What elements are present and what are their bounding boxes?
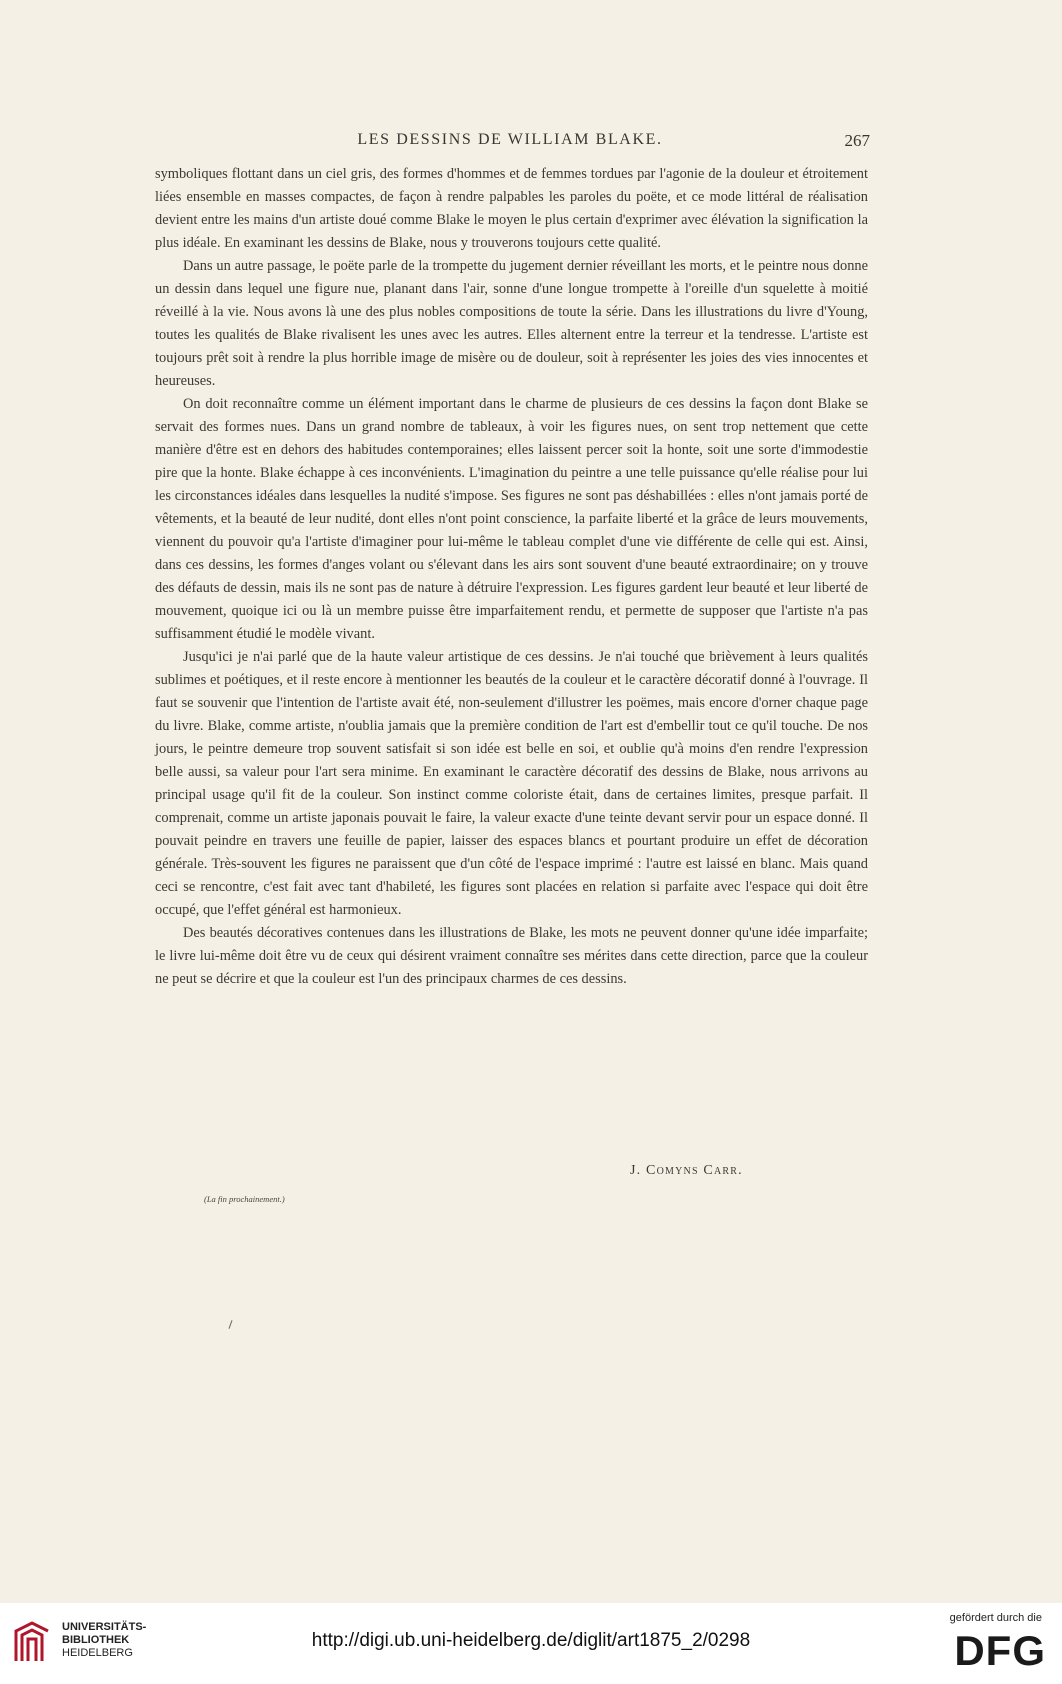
paragraph-4: Jusqu'ici je n'ai parlé que de la haute valeur artistique de ces dessins. Je n'ai touché que brièvement à leurs qualités sublimes et poétiques, et il reste encore à mentionner les beautés de la couleur et le caractère décoratif donné à l'ouvrage. Il faut se souvenir que l'intention de l'artiste avait été, non-seulement d'illustrer les poëmes, mais encore d'orner chaque page du livre. Blake, comme artiste, n'oublia jamais que la première condition de l'art est d'embellir tout ce qu'il touche. De nos jours, le peintre demeure trop souvent satisfait si son idée est belle en soi, et oublie qu'à moins d'en rendre l'expression belle aussi, sa valeur pour l'art sera minime. En examinant le caractère décoratif des dessins de Blake, nous arrivons au principal usage qu'il fit de la couleur. Son instinct comme coloriste était, dans de certaines limites, presque parfait. Il comprenait, comme un artiste japonais pouvait le faire, la valeur exacte d'une teinte devant servir pour un espace donné. Il pouvait peindre en travers une feuille de papier, laisser des espaces blancs et pourtant produire un effet de décoration générale. Très-souvent les figures ne paraissent que d'un côté de l'espace imprimé : l'autre est laissé en blanc. Mais quand ceci se rencontre, c'est fait avec tant d'habileté, les figures sont placées en relation si parfaite avec l'espace qui doit être occupé, que l'effet général est harmonieux.	[155, 649, 868, 918]
paragraph-1: symboliques flottant dans un ciel gris, des formes d'hommes et de femmes tordues par l'agonie de la douleur et étroitement liées ensemble en masses compactes, de façon à rendre palpables les paroles du poëte, et ce mode littéral de réalisation devient entre les mains d'un artiste doué comme Blake le moyen le plus certain d'exprimer avec élévation la signification la plus idéale. En examinant les dessins de Blake, nous y trouverons toujours cette qualité.	[155, 166, 868, 251]
page-number: 267	[844, 131, 870, 150]
library-name-line-1: UNIVERSITÄTS-	[62, 1621, 147, 1633]
paragraph-3: On doit reconnaître comme un élément important dans le charme de plusieurs de ces dessins la façon dont Blake se servait des formes nues. Dans un grand nombre de tableaux, à voir les figures nues, on sent trop nettement que cette manière d'être est en dehors des habitudes contemporaines; elles laissent percer soit la honte, soit une sorte d'immodestie pire que la honte. Blake échappe à ces inconvénients. L'imagination du peintre a une telle puissance qu'elle réalise pour lui les circonstances idéales dans lesquelles la nudité s'impose. Ses figures ne sont pas déshabillées : elles n'ont jamais porté de vêtements, et la beauté de leur nudité, dont elles n'ont point conscience, la parfaite liberté et la grâce de leurs mouvements, viennent du pouvoir qu'a l'artiste d'imaginer pour lui-même le tableau complet d'une vie différente de celle qui est. Ainsi, dans ces dessins, les formes d'anges volant ou s'élevant dans les airs sont souvent d'une beauté extraordinaire; on y trouve des défauts de dessin, mais ils ne sont pas de nature à détruire l'expression. Les figures gardent leur beauté et leur liberté de mouvement, quoique ici ou là un membre puisse être imparfaitement rendu, et permette de supposer que l'artiste n'a pas suffisamment étudié le modèle vivant.	[155, 396, 868, 642]
page-header	[150, 131, 870, 155]
article-body	[155, 163, 868, 991]
paragraph-2: Dans un autre passage, le poëte parle de la trompette du jugement dernier réveillant les morts, et le peintre nous donne un dessin dans lequel une figure nue, planant dans l'air, sonne d'une longue trompette à l'oreille d'un squelette à moitié réveillé à la vie. Nous avons là une des plus nobles compositions de toute la série. Dans les illustrations du livre d'Young, toutes les qualités de Blake rivalisent les unes avec les autres. Elles alternent entre la terreur et la tendresse. L'artiste est toujours prêt soit à rendre la plus horrible image de misère ou de douleur, soit à représenter les joies des vies innocentes et heureuses.	[155, 258, 868, 389]
library-name-line-3: HEIDELBERG	[62, 1647, 133, 1659]
stray-ink-mark	[228, 1320, 232, 1329]
dfg-logo: DFG	[954, 1627, 1046, 1674]
paragraph-5: Des beautés décoratives contenues dans les illustrations de Blake, les mots ne peuvent donner qu'une idée imparfaite; le livre lui-même doit être vu de ceux qui désirent vraiment connaître ses mérites dans cette direction, parce que la couleur ne peut se décrire et que la couleur est l'un des principaux charmes de ces dessins.	[155, 925, 868, 987]
continuation-note: (La fin prochainement.)	[204, 1194, 285, 1204]
running-title: LES DESSINS DE WILLIAM BLAKE.	[357, 131, 663, 148]
viewer-footer	[0, 1603, 1062, 1684]
library-name-line-2: BIBLIOTHEK	[62, 1634, 130, 1646]
funding-caption: gefördert durch die	[949, 1612, 1042, 1624]
author-signature: J. Comyns Carr.	[630, 1163, 743, 1178]
permalink-url[interactable]: http://digi.ub.uni-heidelberg.de/diglit/art1875_2/0298	[311, 1630, 751, 1651]
